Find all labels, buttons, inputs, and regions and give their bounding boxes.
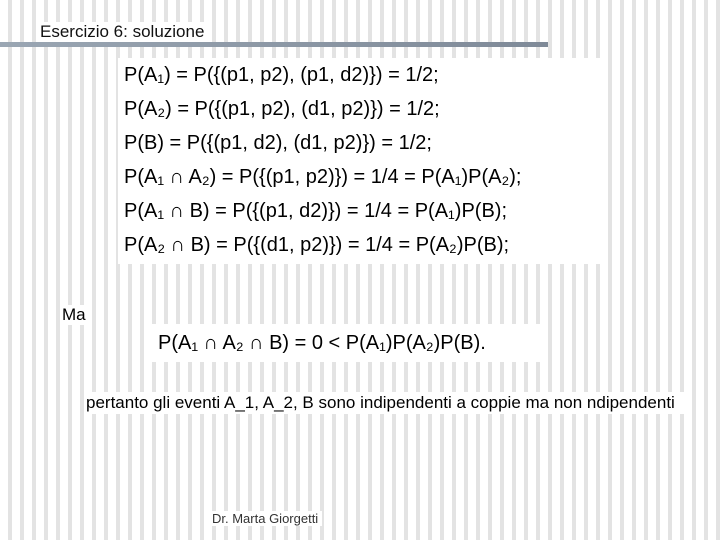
inequality-formula: P(A₁ ∩ A₂ ∩ B) = 0 < P(A₁)P(A₂)P(B). bbox=[158, 332, 486, 354]
formula-line-p-a1: P(A₁) = P({(p1, p2), (p1, d2)}) = 1/2; bbox=[124, 64, 439, 86]
title-underline bbox=[0, 42, 548, 47]
formula-line-p-b: P(B) = P({(p1, d2), (d1, p2)}) = 1/2; bbox=[124, 132, 432, 154]
author-footer: Dr. Marta Giorgetti bbox=[208, 511, 322, 526]
ma-label: Ma bbox=[62, 305, 86, 324]
conclusion-text: pertanto gli eventi A_1, A_2, B sono indipendenti a coppie ma non ndipendenti bbox=[86, 392, 692, 414]
formula-block bbox=[118, 58, 606, 264]
formula-line-p-a1-and-a2: P(A₁ ∩ A₂) = P({(p1, p2)}) = 1/4 = P(A₁)P(A₂); bbox=[124, 166, 522, 188]
formula-line-p-a2: P(A₂) = P({(p1, p2), (d1, p2)}) = 1/2; bbox=[124, 98, 440, 120]
slide-title: Esercizio 6: soluzione bbox=[40, 22, 205, 41]
inequality-block bbox=[152, 324, 546, 362]
formula-line-p-a1-and-b: P(A₁ ∩ B) = P({(p1, d2)}) = 1/4 = P(A₁)P(B); bbox=[124, 200, 508, 222]
formula-line-p-a2-and-b: P(A₂ ∩ B) = P({(d1, p2)}) = 1/4 = P(A₂)P(B); bbox=[124, 234, 510, 256]
